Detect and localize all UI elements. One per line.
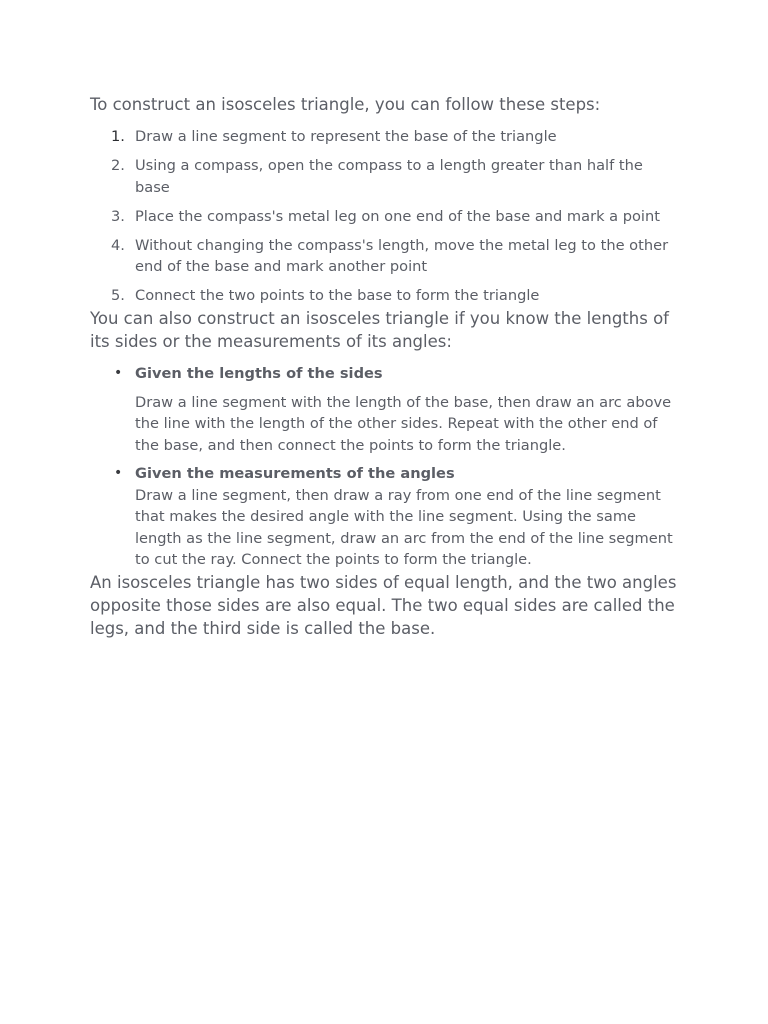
bullet-icon: • bbox=[114, 364, 123, 381]
method-description: Draw a line segment, then draw a ray from one end of the line segment that makes the desired angle with the line segment. Using the same length as the line segment, draw an arc from the end of the line segment to cut the ray. Connect the points to form the triangle. bbox=[135, 486, 673, 568]
step-item bbox=[90, 206, 680, 228]
method-title: Given the measurements of the angles bbox=[135, 465, 455, 482]
bullet-icon: • bbox=[114, 465, 123, 481]
step-number: 5. bbox=[111, 287, 125, 304]
step-item bbox=[90, 155, 680, 198]
step-text: Connect the two points to the base to form the triangle bbox=[135, 287, 540, 304]
step-text: Draw a line segment to represent the base of the triangle bbox=[135, 128, 557, 145]
method-title: Given the lengths of the sides bbox=[135, 364, 383, 382]
methods-list bbox=[90, 363, 680, 571]
also-paragraph: You can also construct an isosceles triangle if you know the lengths of its sides or the measurements of its angles: bbox=[90, 308, 669, 351]
step-text: Without changing the compass's length, move the metal leg to the other end of the base and mark another point bbox=[135, 236, 669, 275]
intro-paragraph: To construct an isosceles triangle, you can follow these steps: bbox=[90, 95, 601, 114]
step-number: 2. bbox=[111, 157, 125, 174]
document-body bbox=[90, 93, 680, 640]
step-item bbox=[90, 235, 680, 278]
step-number: 3. bbox=[111, 207, 125, 225]
method-item bbox=[90, 463, 680, 571]
method-description: Draw a line segment with the length of the base, then draw an arc above the line with the length of the other sides. Repeat with the other end of the base, and then connect the points to form the triangle. bbox=[135, 393, 672, 454]
step-text: Place the compass's metal leg on one end of the base and mark a point bbox=[135, 207, 660, 225]
conclusion-paragraph: An isosceles triangle has two sides of equal length, and the two angles opposite those sides are also equal. The two equal sides are called the legs, and the third side is called the base. bbox=[90, 572, 677, 638]
step-number: 4. bbox=[111, 236, 125, 254]
step-item bbox=[90, 285, 680, 307]
steps-list bbox=[90, 126, 680, 307]
method-item bbox=[90, 363, 680, 457]
step-text: Using a compass, open the compass to a length greater than half the base bbox=[135, 157, 643, 196]
step-number: 1. bbox=[111, 128, 125, 145]
step-item bbox=[90, 126, 680, 148]
